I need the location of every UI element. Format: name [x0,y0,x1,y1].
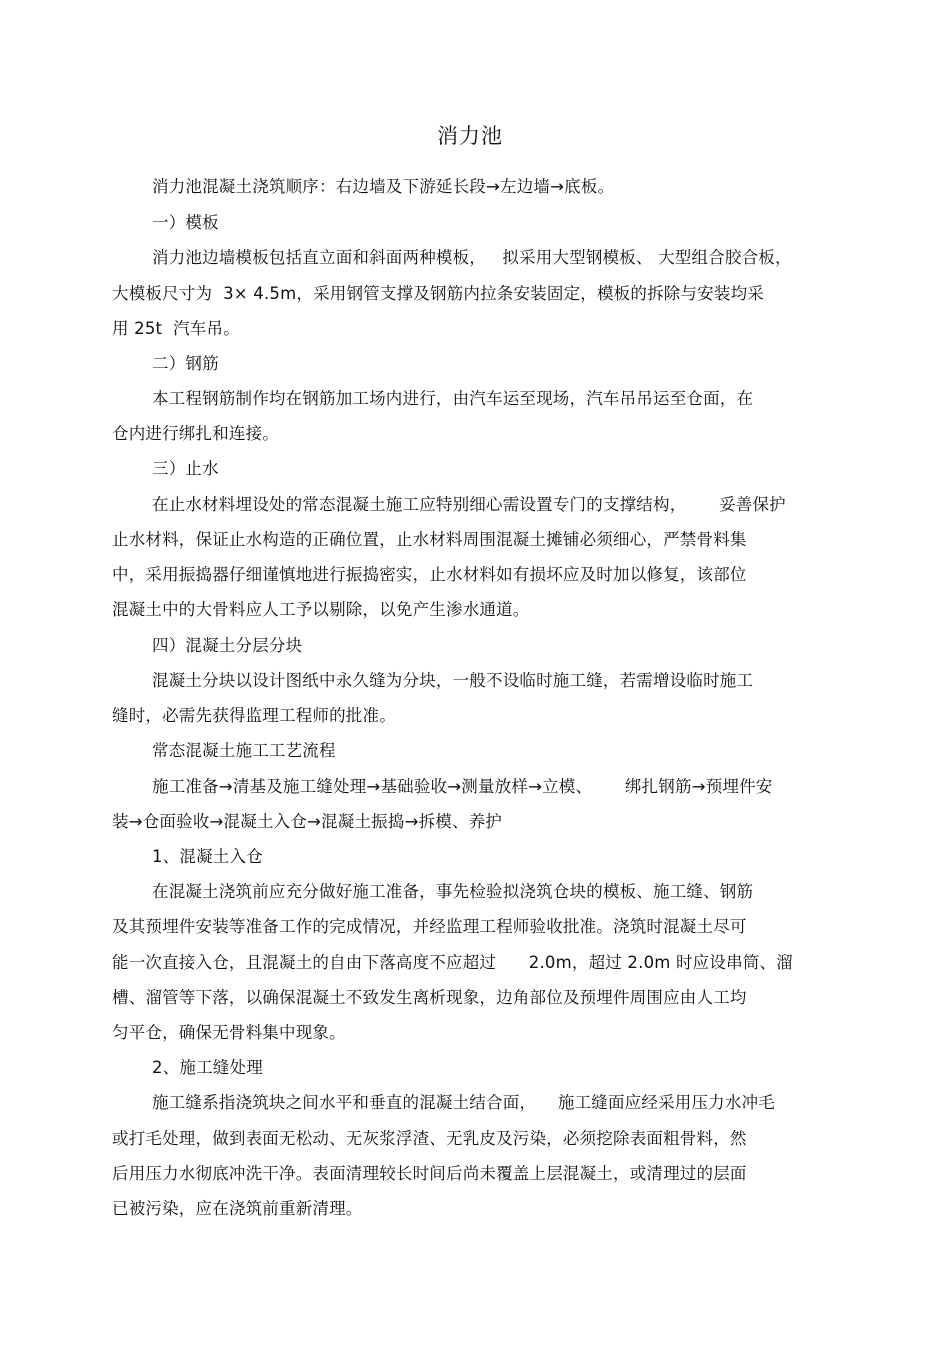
paragraph-first-line: 施工准备→清基及施工缝处理→基础验收→测量放样→立模、 绑扎钢筋→预埋件安 [152,777,773,796]
paragraph-first-line: 混凝土分块以设计图纸中永久缝为分块，一般不设临时施工缝，若需增设临时施工 [152,671,754,690]
paragraph-line: 后用压力水彻底冲洗干净。表面清理较长时间后尚未覆盖上层混凝土，或清理过的层面 [112,1164,747,1183]
paragraph-line: 装→仓面验收→混凝土入仓→混凝土振捣→拆模、养护 [112,812,503,831]
document-title: 消力池 [437,124,503,148]
paragraph-first-line: 施工缝系指浇筑块之间水平和垂直的混凝土结合面， 施工缝面应经采用压力水冲毛 [152,1093,775,1112]
paragraph-first-line: 在混凝土浇筑前应充分做好施工准备，事先检验拟浇筑仓块的模板、施工缝、钢筋 [152,882,754,901]
paragraph-line: 已被污染，应在浇筑前重新清理。 [112,1199,363,1218]
paragraph-first-line: 四）混凝土分层分块 [152,636,303,655]
paragraph-line: 中，采用振捣器仔细谨慎地进行振捣密实，止水材料如有损坏应及时加以修复，该部位 [112,565,747,584]
paragraph-line: 缝时，必需先获得监理工程师的批准。 [112,706,396,725]
paragraph-line: 混凝土中的大骨料应人工予以剔除，以免产生渗水通道。 [112,600,530,619]
paragraph-first-line: 二）钢筋 [152,354,219,373]
paragraph-line: 或打毛处理，做到表面无松动、无灰浆浮渣、无乳皮及污染，必须挖除表面粗骨料，然 [112,1129,747,1148]
paragraph-first-line: 消力池混凝土浇筑顺序：右边墙及下游延长段→左边墙→底板。 [152,177,615,196]
paragraph-first-line: 在止水材料埋设处的常态混凝土施工应特别细心需设置专门的支撑结构， 妥善保护 [152,495,786,514]
paragraph-first-line: 消力池边墙模板包括直立面和斜面两种模板， 拟采用大型钢模板、 大型组合胶合板， [152,248,792,267]
paragraph-line: 能一次直接入仓，且混凝土的自由下落高度不应超过 2.0m，超过 2.0m 时应设串筒、溜 [112,953,793,972]
paragraph-first-line: 三）止水 [152,459,219,478]
paragraph-first-line: 常态混凝土施工工艺流程 [152,741,336,760]
paragraph-line: 槽、溜管等下落，以确保混凝土不致发生离析现象，边角部位及预埋件周围应由人工均 [112,988,747,1007]
paragraph-line: 仓内进行绑扎和连接。 [112,424,279,443]
paragraph-line: 用 25t 汽车吊。 [112,319,240,338]
paragraph-line: 及其预埋件安装等准备工作的完成情况，并经监理工程师验收批准。浇筑时混凝土尽可 [112,917,747,936]
paragraph-first-line: 2、施工缝处理 [152,1058,263,1077]
paragraph-first-line: 1、混凝土入仓 [152,847,263,866]
paragraph-line: 匀平仓，确保无骨料集中现象。 [112,1023,346,1042]
paragraph-line: 止水材料，保证止水构造的正确位置，止水材料周围混凝土摊铺必须细心，严禁骨料集 [112,530,747,549]
paragraph-first-line: 本工程钢筋制作均在钢筋加工场内进行，由汽车运至现场，汽车吊吊运至仓面，在 [152,389,754,408]
paragraph-line: 大模板尺寸为 3× 4.5m，采用钢管支撑及钢筋内拉条安装固定，模板的拆除与安装均采 [112,284,764,303]
paragraph-first-line: 一）模板 [152,213,219,232]
